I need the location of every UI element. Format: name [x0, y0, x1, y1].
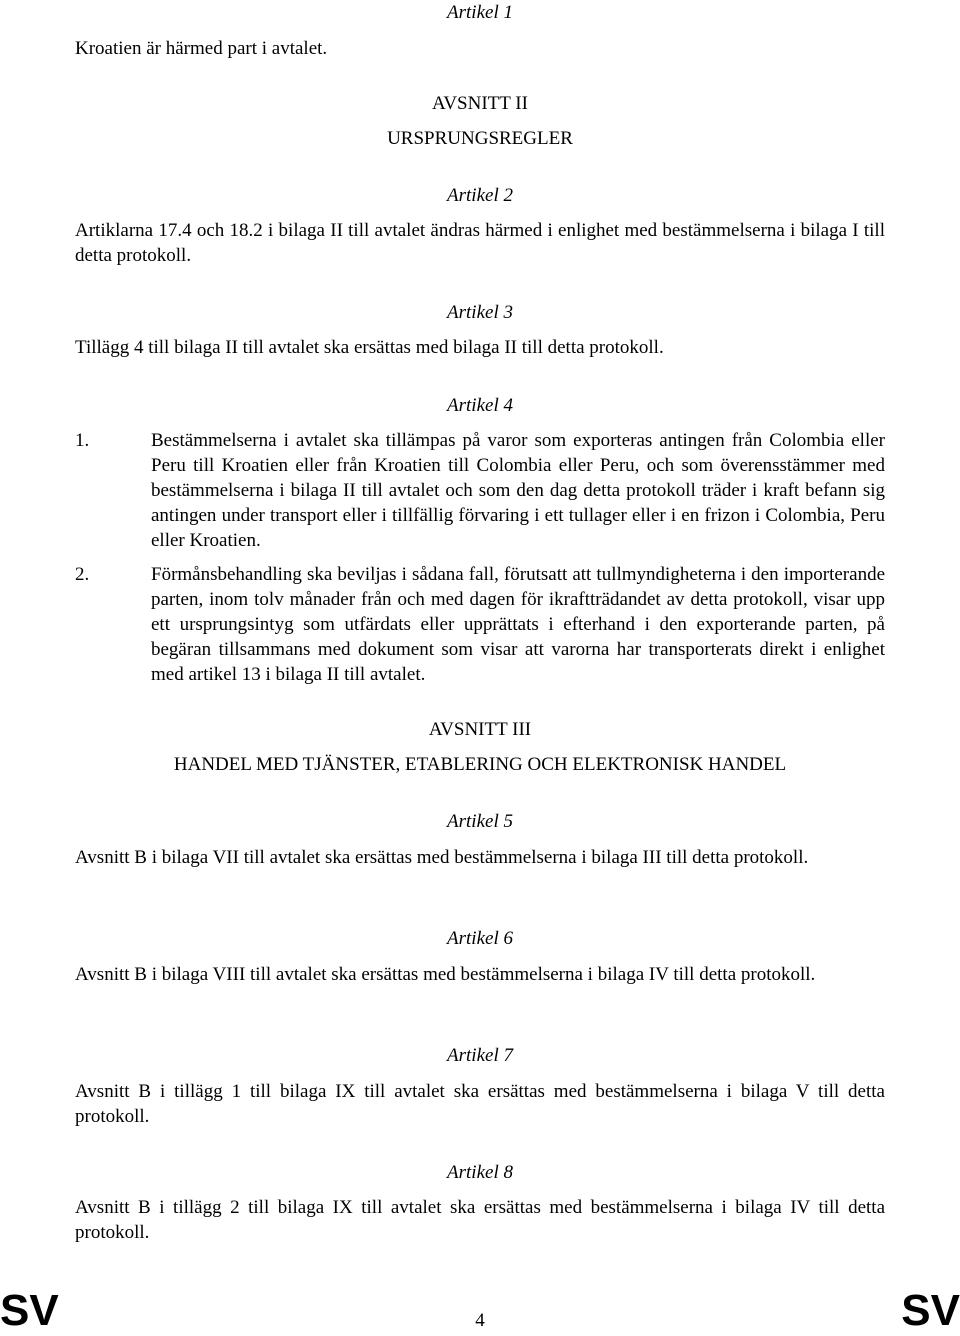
- article-8-heading: Artikel 8: [447, 1162, 513, 1183]
- section-2-title: URSPRUNGSREGLER: [387, 128, 573, 149]
- article-5-heading: Artikel 5: [447, 811, 513, 832]
- paragraph-text: Bestämmelserna i avtalet ska tillämpas på varor som exporteras antingen från Colombia eller Peru till Kroatien eller från Kroatien till Colombia eller Peru, och som överensstämmer med bestämmelserna i bilaga II till avtalet och som den dag detta protokoll träder i kraft befann sig antingen under transport eller i tillfällig förvaring i ett tullager eller i en frizon i Colombia, Peru eller Kroatien.: [151, 430, 885, 551]
- article-5-text: Avsnitt B i bilaga VII till avtalet ska ersättas med bestämmelserna i bilaga III till detta protokoll.: [75, 847, 809, 868]
- article-4-heading: Artikel 4: [447, 395, 513, 416]
- article-2-text: Artiklarna 17.4 och 18.2 i bilaga II till avtalet ändras härmed i enlighet med bestämmelserna i bilaga I till detta protokoll.: [75, 220, 885, 266]
- paragraph-number: 1.: [75, 430, 90, 451]
- page-number: 4: [475, 1310, 485, 1331]
- article-1-text: Kroatien är härmed part i avtalet.: [75, 38, 328, 59]
- section-3-title: HANDEL MED TJÄNSTER, ETABLERING OCH ELEKTRONISK HANDEL: [173, 754, 787, 775]
- article-2-heading: Artikel 2: [447, 185, 513, 206]
- article-8-text: Avsnitt B i tillägg 2 till bilaga IX till avtalet ska ersättas med bestämmelserna i bilaga IV till detta protokoll.: [75, 1197, 885, 1243]
- article-6-text: Avsnitt B i bilaga VIII till avtalet ska ersättas med bestämmelserna i bilaga IV till detta protokoll.: [75, 964, 816, 985]
- article-7-heading: Artikel 7: [447, 1045, 513, 1066]
- article-7-text: Avsnitt B i tillägg 1 till bilaga IX till avtalet ska ersättas med bestämmelserna i bilaga V till detta protokoll.: [75, 1081, 885, 1127]
- section-2-heading: AVSNITT II: [432, 93, 528, 114]
- article-3-heading: Artikel 3: [447, 302, 513, 323]
- language-code-right: SV: [901, 1286, 960, 1335]
- paragraph-text: Förmånsbehandling ska beviljas i sådana fall, förutsatt att tullmyndigheterna i den importerande parten, inom tolv månader från och med dagen för ikraftträdandet av detta protokoll, visar upp ett ursprungsintyg som utfärdats eller upprättats i efterhand i den exporterande parten, på begäran tillsammans med dokument som visar att varorna har transporterats direkt i enlighet med artikel 13 i bilaga II till avtalet.: [151, 564, 885, 685]
- section-3-heading: AVSNITT III: [428, 719, 532, 740]
- language-code-left: SV: [0, 1286, 59, 1335]
- article-1-heading: Artikel 1: [447, 2, 513, 23]
- article-6-heading: Artikel 6: [447, 928, 513, 949]
- article-3-text: Tillägg 4 till bilaga II till avtalet ska ersättas med bilaga II till detta protokoll.: [75, 337, 664, 358]
- paragraph-number: 2.: [75, 564, 90, 585]
